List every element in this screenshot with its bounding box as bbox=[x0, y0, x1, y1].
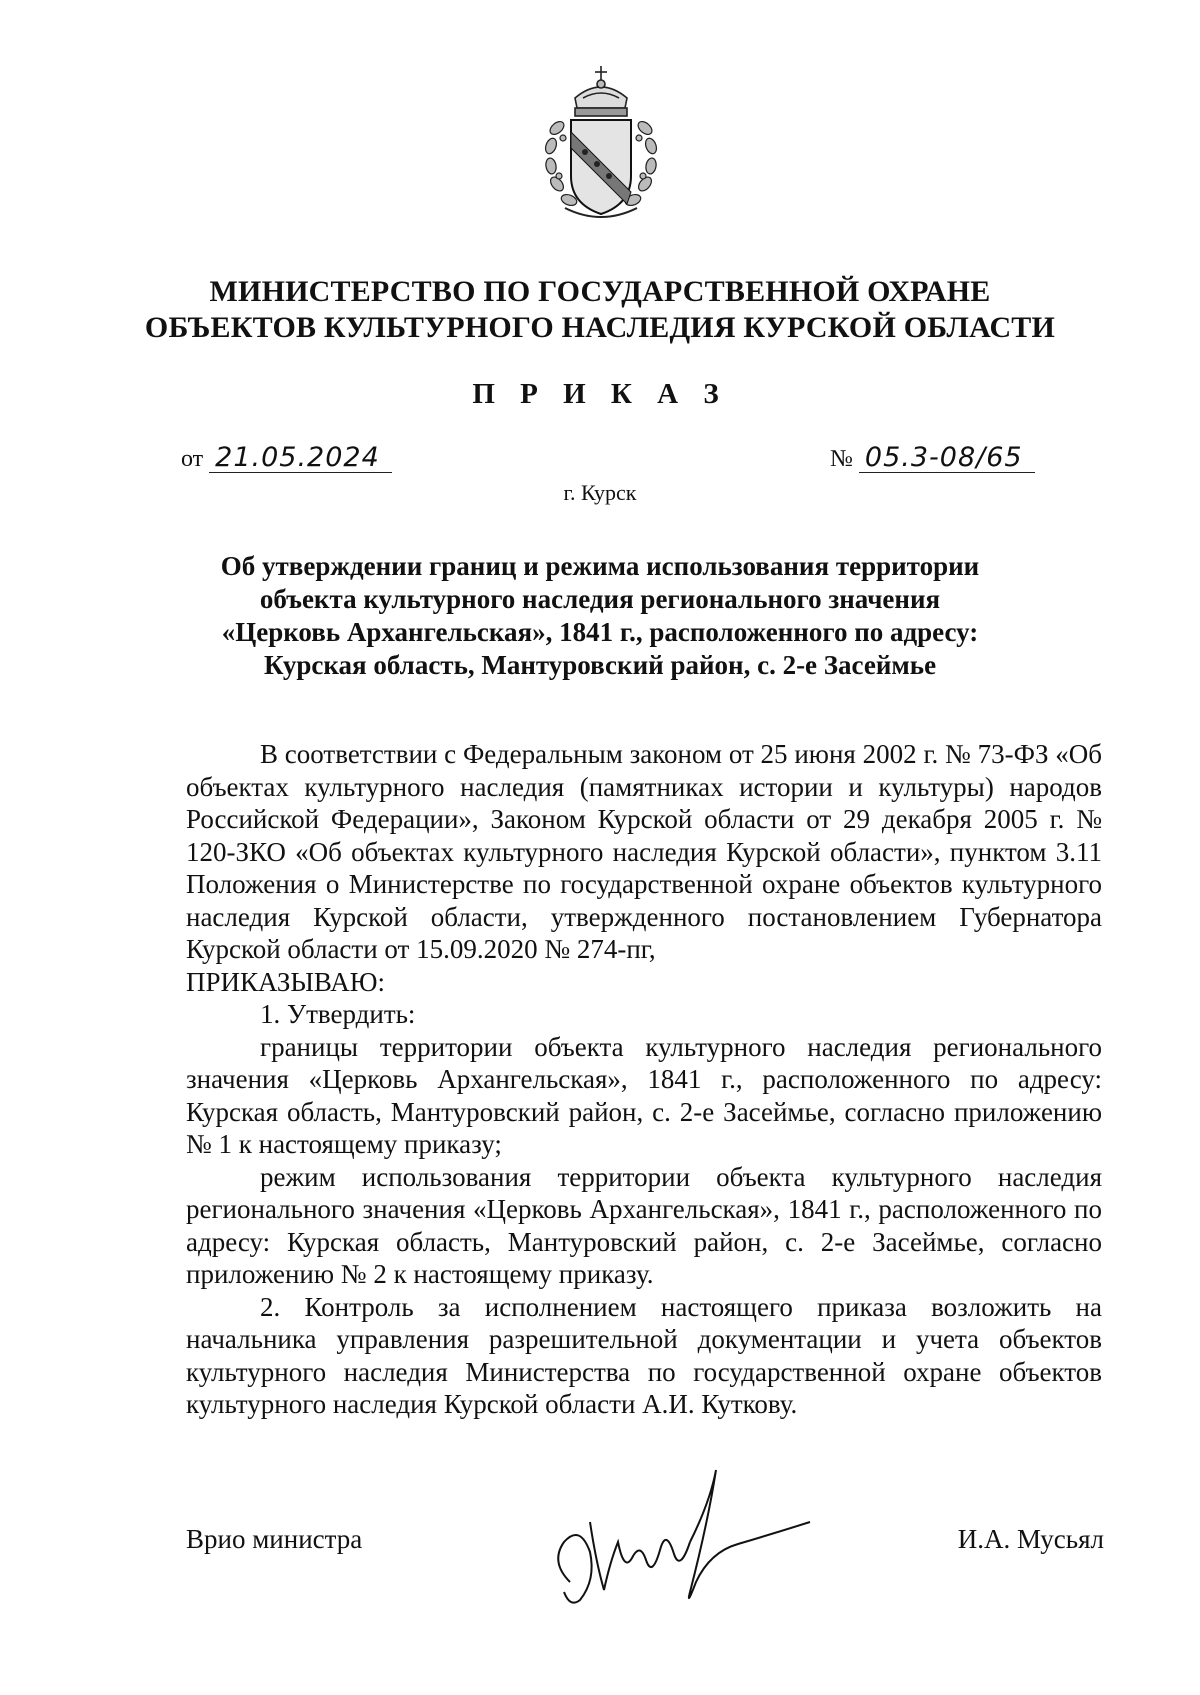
order-subject bbox=[170, 550, 1030, 682]
body-paragraph-item1: 1. Утвердить: bbox=[260, 999, 416, 1029]
signatory-name: И.А. Мусьял bbox=[957, 1524, 1104, 1554]
ministry-name-line2: ОБЪЕКТОВ КУЛЬТУРНОГО НАСЛЕДИЯ КУРСКОЙ ОБЛАСТИ bbox=[144, 311, 1056, 344]
ministry-name-line1: МИНИСТЕРСТВО ПО ГОСУДАРСТВЕННОЙ ОХРАНЕ bbox=[209, 275, 991, 308]
order-city: г. Курск bbox=[563, 480, 637, 505]
body-paragraph-boundaries: границы территории объекта культурного наследия регионального значения «Церковь Архангельская», 1841 г., расположенного по адресу: Курская область, Мантуровский район, с. 2-е Засеймье, согласно приложению № 1 к настоящему приказу; bbox=[186, 1031, 1102, 1159]
body-order-word: ПРИКАЗЫВАЮ: bbox=[186, 966, 385, 997]
body-paragraph-regime: режим использования территории объекта культурного наследия регионального значения «Церковь Архангельская», 1841 г., расположенного по адресу: Курская область, Мантуровский район, с. 2-е Засеймье, согласно приложению № 2 к настоящему приказу. bbox=[186, 1161, 1102, 1289]
order-subject-line1: Об утверждении границ и режима использования территории bbox=[220, 551, 980, 581]
order-number-prefix: № bbox=[830, 446, 853, 472]
order-number bbox=[830, 444, 1035, 473]
order-body bbox=[186, 738, 1102, 1421]
body-paragraph-preamble: В соответствии с Федеральным законом от 25 июня 2002 г. № 73-ФЗ «Об объектах культурного наследия (памятниках истории и культуры) народов Российской Федерации», Законом Курской области от 29 декабря 2005 г. № 120-ЗКО «Об объектах культурного наследия Курской области», пунктом 3.11 Положения о Министерстве по государственной охране объектов культурного наследия Курской области, утвержденного постановлением Губернатора Курской области от 15.09.2020 № 274-пг, bbox=[186, 739, 1102, 964]
ministry-name bbox=[0, 274, 1200, 346]
signatory-title: Врио министра bbox=[186, 1524, 363, 1554]
order-subject-line3: «Церковь Архангельская», 1841 г., расположенного по адресу: bbox=[221, 617, 979, 647]
order-date bbox=[181, 444, 392, 473]
order-number-value: 05.3-08/65 bbox=[859, 444, 1035, 473]
kursk-coat-of-arms-icon bbox=[535, 58, 667, 226]
handwritten-signature bbox=[540, 1462, 820, 1612]
document-type-title: П Р И К А З bbox=[472, 378, 728, 410]
body-paragraph-control: 2. Контроль за исполнением настоящего приказа возложить на начальника управления разрешительной документации и учета объектов культурного наследия Министерства по государственной охране объектов культурного наследия Курской области А.И. Куткову. bbox=[186, 1291, 1102, 1419]
order-subject-line4: Курская область, Мантуровский район, с. 2-е Засеймье bbox=[263, 650, 937, 680]
order-subject-line2: объекта культурного наследия регионального значения bbox=[259, 584, 941, 614]
order-date-value: 21.05.2024 bbox=[209, 444, 392, 473]
order-date-prefix: от bbox=[181, 446, 204, 472]
